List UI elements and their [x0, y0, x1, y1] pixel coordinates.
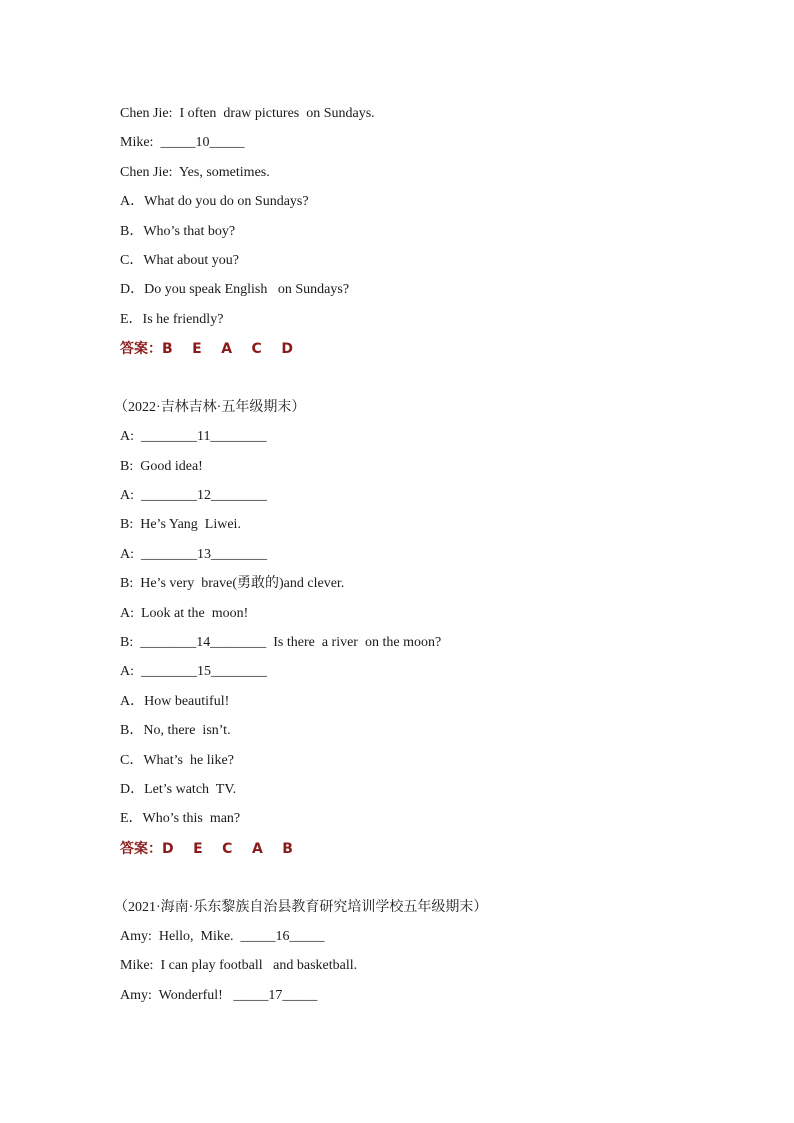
dialogue-line: Chen Jie: Yes, sometimes.: [120, 164, 270, 180]
dialogue-line: A: ________15________: [120, 664, 267, 680]
section-spacer: [120, 867, 740, 896]
dialogue-line: Mike: I can play football and basketball.: [120, 958, 358, 974]
option-b: B．Who’s that boy?: [120, 223, 236, 239]
section-spacer: [120, 368, 740, 397]
answer-key: 答案：B E A C D: [120, 341, 293, 358]
dialogue-line: Amy: Wonderful! _____17_____: [120, 987, 318, 1003]
option-a: A．How beautiful!: [120, 693, 230, 709]
dialogue-section-2: [114, 397, 740, 867]
worksheet-page: [114, 103, 740, 1014]
answer-key: 答案：D E C A B: [120, 840, 293, 857]
source-label: （2021·海南·乐东黎族自治县教育研究培训学校五年级期末）: [114, 899, 488, 915]
source-label: （2022·吉林吉林·五年级期末）: [114, 399, 306, 415]
option-e: E．Who’s this man?: [120, 811, 241, 827]
dialogue-line: A: ________11________: [120, 429, 267, 445]
dialogue-line: B: He’s Yang Liwei.: [120, 517, 241, 533]
dialogue-line: Chen Jie: I often draw pictures on Sundays.: [120, 106, 375, 121]
option-a: A．What do you do on Sundays?: [120, 194, 309, 210]
dialogue-section-3: [114, 897, 740, 1015]
option-d: D．Let’s watch TV.: [120, 781, 237, 797]
option-d: D．Do you speak English on Sundays?: [120, 282, 350, 298]
option-c: C．What’s he like?: [120, 752, 234, 768]
dialogue-line: A: ________13________: [120, 546, 267, 562]
dialogue-line: B: Good idea!: [120, 458, 203, 474]
dialogue-line: Amy: Hello, Mike. _____16_____: [120, 928, 325, 944]
dialogue-section-1: [120, 103, 740, 368]
dialogue-line: A: Look at the moon!: [120, 605, 249, 621]
dialogue-line: A: ________12________: [120, 488, 267, 504]
option-b: B．No, there isn’t.: [120, 723, 231, 739]
option-c: C．What about you?: [120, 252, 239, 268]
dialogue-line: B: He’s very brave(勇敢的)and clever.: [120, 576, 345, 592]
dialogue-line: Mike: _____10_____: [120, 135, 245, 151]
dialogue-line: B: ________14________ Is there a river on the moon?: [120, 635, 442, 651]
option-e: E．Is he friendly?: [120, 311, 224, 327]
